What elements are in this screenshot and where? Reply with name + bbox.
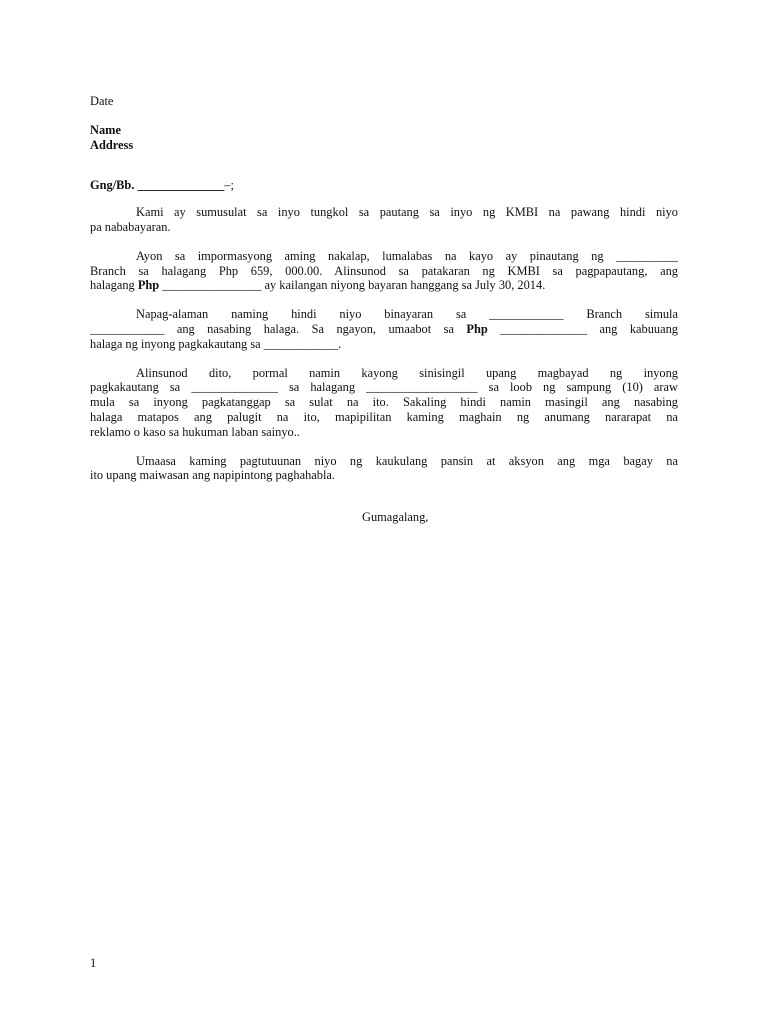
php-label: Php — [466, 321, 488, 336]
letter-body — [90, 94, 678, 524]
paragraph-5 — [90, 454, 678, 484]
paragraph-5-line-1: Umaasa kaming pagtutuunan niyo ng kaukulang pansin at aksyon ang mga bagay na — [136, 453, 678, 468]
paragraph-2-line-2: Branch sa halagang Php 659, 000.00. Alinsunod sa patakaran ng KMBI sa pagpapautang, ang — [90, 263, 678, 278]
salutation — [90, 178, 678, 193]
paragraph-4 — [90, 366, 678, 440]
paragraph-1-line-1: Kami ay sumusulat sa inyo tungkol sa pautang sa inyo ng KMBI na pawang hindi niyo — [136, 205, 678, 220]
paragraph-3-line-2-c: ______________ ang kabuuang — [487, 321, 678, 336]
salutation-label: Gng/Bb. — [90, 178, 138, 193]
paragraph-4-line-1: Alinsunod dito, pormal namin kayong sinisingil upang magbayad ng inyong — [136, 365, 678, 380]
paragraph-2-line-3-c: ________________ ay kailangan niyong bayaran hanggang sa July 30, 2014. — [159, 278, 546, 293]
paragraph-2-line-3-a: halagang — [90, 278, 138, 293]
closing: Gumagalang, — [362, 510, 429, 524]
paragraph-2-line-3 — [90, 278, 678, 293]
paragraph-2-line-1: Ayon sa impormasyong aming nakalap, lumalabas na kayo ay pinautang ng __________ — [136, 248, 678, 263]
paragraph-5-line-2: ito upang maiwasan ang napipintong paghahabla. — [90, 468, 335, 483]
paragraph-3-line-1: Napag-alaman naming hindi niyo binayaran sa ____________ Branch simula — [136, 307, 678, 322]
salutation-blank: ______________ — [137, 178, 225, 193]
paragraph-4-line-3: mula sa inyong pagkatanggap sa sulat na ito. Sakaling hindi namin masingil ang nasabing — [90, 395, 678, 410]
recipient-address: Address — [90, 137, 134, 152]
paragraph-4-line-5: reklamo o kaso sa hukuman laban sainyo.. — [90, 424, 300, 439]
paragraph-2 — [90, 249, 678, 293]
paragraph-1-line-2: pa nababayaran. — [90, 219, 171, 234]
date-line: Date — [90, 94, 114, 108]
recipient-name: Name — [90, 122, 121, 137]
paragraph-3-line-2 — [90, 322, 678, 337]
paragraph-4-line-2: pagkakautang sa ______________ sa halagang __________________ sa loob ng sampung (10) araw — [90, 380, 678, 395]
paragraph-1 — [90, 205, 678, 235]
paragraph-4-line-4: halaga matapos ang palugit na ito, mapipilitan kaming maghain ng anumang nararapat na — [90, 409, 678, 424]
paragraph-3-line-3: halaga ng inyong pagkakautang sa ____________. — [90, 336, 342, 351]
php-label: Php — [137, 278, 160, 293]
paragraph-3 — [90, 307, 678, 351]
paragraph-3-line-2-a: ____________ ang nasabing halaga. Sa ngayon, umaabot sa — [90, 321, 467, 336]
salutation-tail: –; — [224, 178, 234, 193]
page-number: 1 — [90, 956, 97, 970]
